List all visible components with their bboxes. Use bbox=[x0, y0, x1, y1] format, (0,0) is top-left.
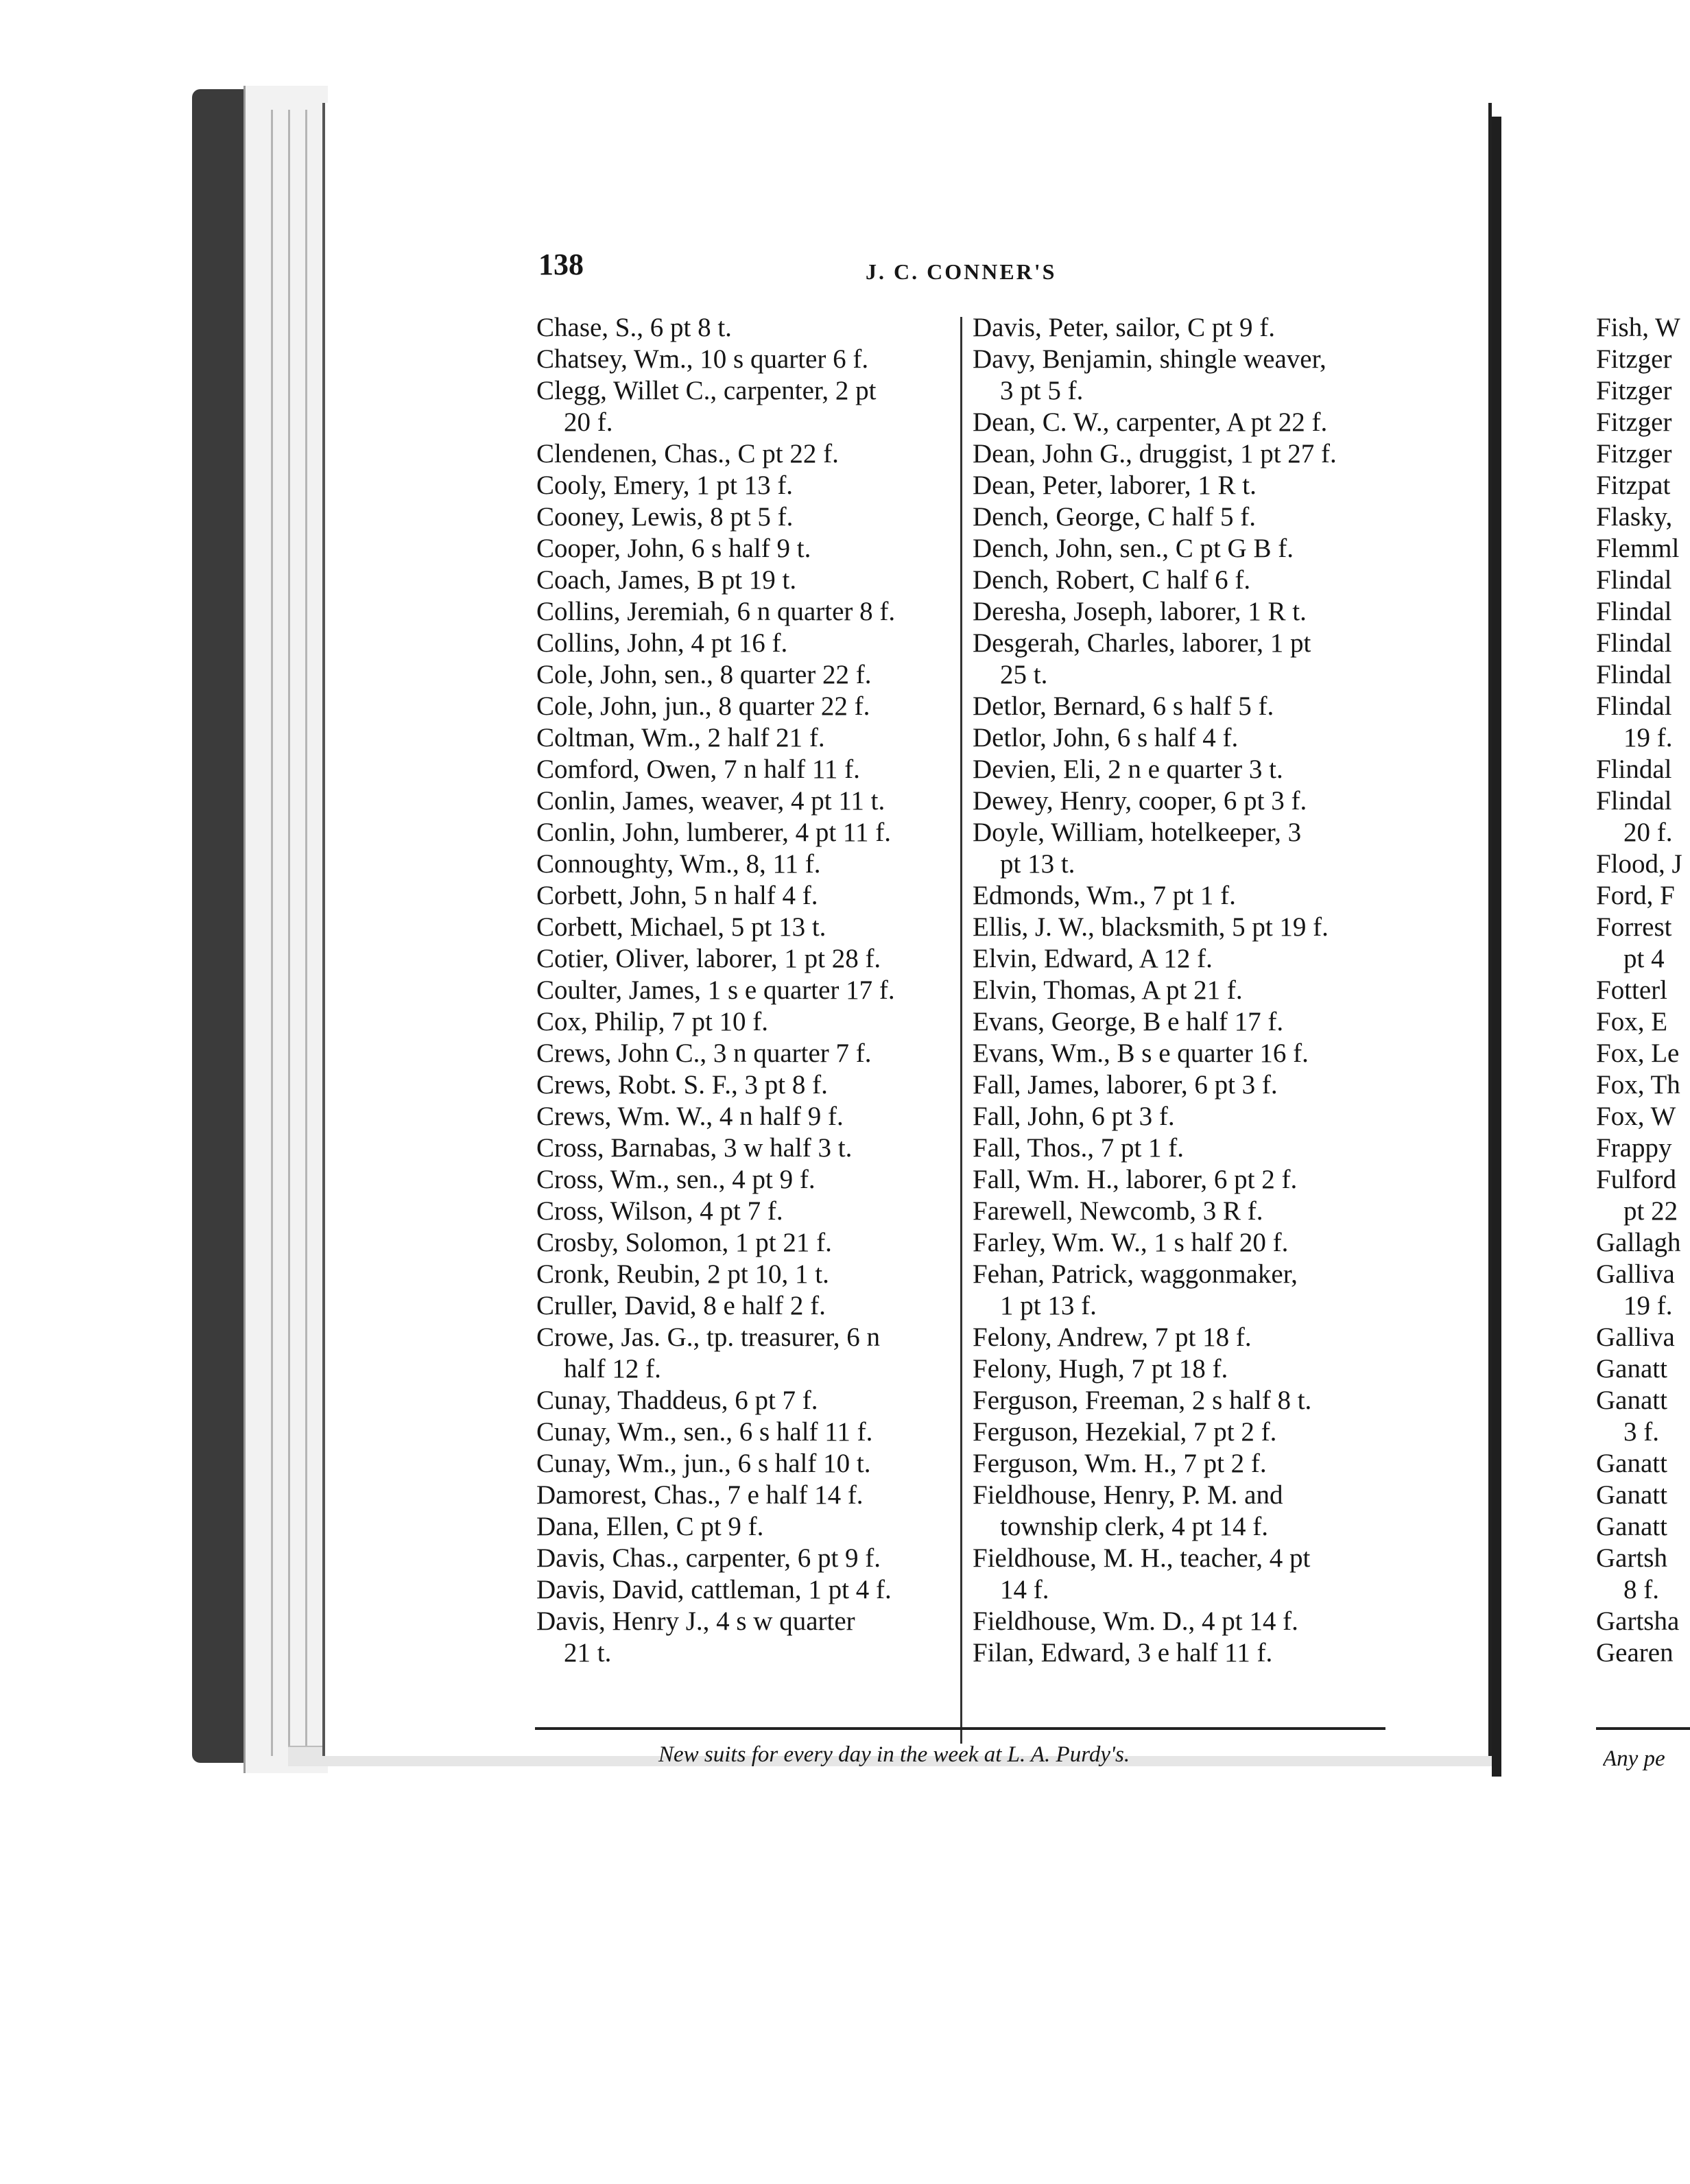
directory-entry: Detlor, Bernard, 6 s half 5 f. bbox=[973, 691, 1274, 721]
facing-entry: Flindal bbox=[1596, 597, 1672, 626]
directory-entry: Evans, Wm., B s e quarter 16 f. bbox=[973, 1038, 1309, 1068]
directory-entry: Detlor, John, 6 s half 4 f. bbox=[973, 723, 1239, 752]
facing-entry: Ganatt bbox=[1596, 1480, 1667, 1510]
directory-entry: Davis, Peter, sailor, C pt 9 f. bbox=[973, 313, 1275, 342]
directory-entry: Ferguson, Hezekial, 7 pt 2 f. bbox=[973, 1417, 1277, 1447]
directory-entry: Elvin, Edward, A 12 f. bbox=[973, 944, 1213, 973]
directory-entry: Crowe, Jas. G., tp. treasurer, 6 n half 12 f. bbox=[536, 1322, 880, 1384]
facing-entry: Fitzger bbox=[1596, 439, 1672, 468]
page-edge-line bbox=[305, 110, 307, 1756]
directory-entry: Cunay, Wm., sen., 6 s half 11 f. bbox=[536, 1417, 873, 1447]
directory-entry: Dench, Robert, C half 6 f. bbox=[973, 565, 1251, 595]
directory-entry: Desgerah, Charles, laborer, 1 pt 25 t. bbox=[973, 628, 1311, 689]
directory-entry: Cooper, John, 6 s half 9 t. bbox=[536, 534, 811, 563]
right-column bbox=[973, 312, 1401, 1669]
directory-entry: Davy, Benjamin, shingle weaver, 3 pt 5 f. bbox=[973, 344, 1326, 405]
directory-entry: Coach, James, B pt 19 t. bbox=[536, 565, 797, 595]
facing-entry: Forrest bbox=[1596, 912, 1672, 942]
facing-entry: Fitzger bbox=[1596, 344, 1672, 374]
footer-advertisement: New suits for every day in the week at L. A. Purdy's. bbox=[658, 1742, 1130, 1767]
directory-entry: Filan, Edward, 3 e half 11 f. bbox=[973, 1638, 1273, 1667]
facing-entry: pt 4 bbox=[1623, 944, 1665, 973]
left-column bbox=[536, 312, 955, 1669]
directory-entry: Comford, Owen, 7 n half 11 f. bbox=[536, 755, 860, 784]
facing-entry: Fox, Th bbox=[1596, 1070, 1680, 1100]
directory-entry: Cruller, David, 8 e half 2 f. bbox=[536, 1291, 826, 1320]
directory-entry: Chase, S., 6 pt 8 t. bbox=[536, 313, 732, 342]
running-head: J. C. CONNER'S bbox=[866, 259, 1057, 284]
facing-entry: Flindal bbox=[1596, 755, 1672, 784]
facing-entry: pt 22 bbox=[1623, 1196, 1678, 1226]
directory-entry: Corbett, Michael, 5 pt 13 t. bbox=[536, 912, 826, 942]
directory-entry: Davis, Henry J., 4 s w quarter 21 t. bbox=[536, 1606, 855, 1667]
directory-entry: Fehan, Patrick, waggonmaker, 1 pt 13 f. bbox=[973, 1259, 1298, 1320]
directory-entry: Cole, John, jun., 8 quarter 22 f. bbox=[536, 691, 870, 721]
directory-entry: Elvin, Thomas, A pt 21 f. bbox=[973, 975, 1243, 1005]
directory-entry: Devien, Eli, 2 n e quarter 3 t. bbox=[973, 755, 1283, 784]
facing-entry: Gartsh bbox=[1596, 1543, 1667, 1573]
directory-entry: Crews, John C., 3 n quarter 7 f. bbox=[536, 1038, 872, 1068]
directory-entry: Collins, John, 4 pt 16 f. bbox=[536, 628, 788, 658]
footer-rule bbox=[535, 1727, 1385, 1730]
directory-entry: Connoughty, Wm., 8, 11 f. bbox=[536, 849, 821, 879]
directory-entry: Fall, Wm. H., laborer, 6 pt 2 f. bbox=[973, 1165, 1298, 1194]
directory-entry: Fieldhouse, Wm. D., 4 pt 14 f. bbox=[973, 1606, 1298, 1636]
directory-entry: Ferguson, Wm. H., 7 pt 2 f. bbox=[973, 1449, 1267, 1478]
facing-entry: 19 f. bbox=[1623, 1291, 1673, 1320]
directory-entry: Fieldhouse, M. H., teacher, 4 pt 14 f. bbox=[973, 1543, 1311, 1604]
facing-entry: Ganatt bbox=[1596, 1354, 1667, 1384]
directory-entry: Cole, John, sen., 8 quarter 22 f. bbox=[536, 660, 872, 689]
directory-entry: Clegg, Willet C., carpenter, 2 pt 20 f. bbox=[536, 376, 877, 437]
directory-entry: Dean, Peter, laborer, 1 R t. bbox=[973, 471, 1257, 500]
facing-entry: Gearen bbox=[1596, 1638, 1674, 1667]
facing-entry: Ford, F bbox=[1596, 881, 1675, 910]
facing-entry: Flasky, bbox=[1596, 502, 1673, 532]
facing-entry: Galliva bbox=[1596, 1259, 1675, 1289]
facing-entry: Fox, E bbox=[1596, 1007, 1668, 1036]
directory-entry: Dench, John, sen., C pt G B f. bbox=[973, 534, 1294, 563]
directory-entry: Farley, Wm. W., 1 s half 20 f. bbox=[973, 1228, 1289, 1257]
facing-entry: Fox, Le bbox=[1596, 1038, 1680, 1068]
facing-entry: Gartsha bbox=[1596, 1606, 1680, 1636]
facing-entry: 20 f. bbox=[1623, 818, 1673, 847]
directory-entry: Crews, Wm. W., 4 n half 9 f. bbox=[536, 1102, 844, 1131]
directory-entry: Felony, Andrew, 7 pt 18 f. bbox=[973, 1322, 1252, 1352]
facing-entry: Ganatt bbox=[1596, 1512, 1667, 1541]
directory-entry: Crews, Robt. S. F., 3 pt 8 f. bbox=[536, 1070, 828, 1100]
facing-entry: Fitzger bbox=[1596, 376, 1672, 405]
facing-entry: Flemml bbox=[1596, 534, 1680, 563]
facing-entry: Fulford bbox=[1596, 1165, 1676, 1194]
facing-footer-rule bbox=[1596, 1727, 1690, 1730]
directory-entry: Cooly, Emery, 1 pt 13 f. bbox=[536, 471, 794, 500]
facing-entry: 3 f. bbox=[1623, 1417, 1659, 1447]
facing-entry: 8 f. bbox=[1623, 1575, 1659, 1604]
facing-entry: Flindal bbox=[1596, 565, 1672, 595]
directory-entry: Cox, Philip, 7 pt 10 f. bbox=[536, 1007, 769, 1036]
directory-entry: Collins, Jeremiah, 6 n quarter 8 f. bbox=[536, 597, 896, 626]
directory-entry: Chatsey, Wm., 10 s quarter 6 f. bbox=[536, 344, 869, 374]
page-edge-line bbox=[271, 110, 273, 1756]
directory-entry: Dana, Ellen, C pt 9 f. bbox=[536, 1512, 764, 1541]
directory-entry: Cross, Wm., sen., 4 pt 9 f. bbox=[536, 1165, 816, 1194]
directory-entry: Davis, David, cattleman, 1 pt 4 f. bbox=[536, 1575, 892, 1604]
facing-entry: Fox, W bbox=[1596, 1102, 1676, 1131]
facing-entry: Flood, J bbox=[1596, 849, 1682, 879]
facing-entry: Flindal bbox=[1596, 628, 1672, 658]
directory-entry: Coulter, James, 1 s e quarter 17 f. bbox=[536, 975, 895, 1005]
facing-entry: 19 f. bbox=[1623, 723, 1673, 752]
facing-entry: Flindal bbox=[1596, 660, 1672, 689]
facing-entry: Fotterl bbox=[1596, 975, 1667, 1005]
facing-entry: Fitzger bbox=[1596, 407, 1672, 437]
directory-entry: Crosby, Solomon, 1 pt 21 f. bbox=[536, 1228, 832, 1257]
facing-entry: Fitzpat bbox=[1596, 471, 1671, 500]
facing-footer: Any pe bbox=[1603, 1746, 1665, 1771]
directory-entry: Ferguson, Freeman, 2 s half 8 t. bbox=[973, 1386, 1312, 1415]
directory-entry: Clendenen, Chas., C pt 22 f. bbox=[536, 439, 839, 468]
directory-entry: Corbett, John, 5 n half 4 f. bbox=[536, 881, 818, 910]
page-edge-line bbox=[288, 110, 290, 1756]
directory-entry: Cross, Barnabas, 3 w half 3 t. bbox=[536, 1133, 853, 1163]
directory-entry: Damorest, Chas., 7 e half 14 f. bbox=[536, 1480, 864, 1510]
directory-entry: Dewey, Henry, cooper, 6 pt 3 f. bbox=[973, 786, 1307, 816]
facing-entry: Ganatt bbox=[1596, 1449, 1667, 1478]
directory-entry: Coltman, Wm., 2 half 21 f. bbox=[536, 723, 825, 752]
directory-entry: Fall, James, laborer, 6 pt 3 f. bbox=[973, 1070, 1278, 1100]
directory-entry: Evans, George, B e half 17 f. bbox=[973, 1007, 1284, 1036]
directory-entry: Fall, John, 6 pt 3 f. bbox=[973, 1102, 1175, 1131]
facing-entry: Fish, W bbox=[1596, 313, 1680, 342]
facing-entry: Frappy bbox=[1596, 1133, 1672, 1163]
directory-entry: Felony, Hugh, 7 pt 18 f. bbox=[973, 1354, 1228, 1384]
directory-entry: Cross, Wilson, 4 pt 7 f. bbox=[536, 1196, 783, 1226]
directory-entry: Farewell, Newcomb, 3 R f. bbox=[973, 1196, 1263, 1226]
directory-entry: Dean, John G., druggist, 1 pt 27 f. bbox=[973, 439, 1337, 468]
facing-entry: Flindal bbox=[1596, 691, 1672, 721]
directory-entry: Conlin, James, weaver, 4 pt 11 t. bbox=[536, 786, 885, 816]
directory-entry: Dench, George, C half 5 f. bbox=[973, 502, 1256, 532]
facing-entry: Flindal bbox=[1596, 786, 1672, 816]
page-number: 138 bbox=[538, 248, 584, 281]
book-gutter bbox=[1492, 117, 1501, 1777]
directory-entry: Cronk, Reubin, 2 pt 10, 1 t. bbox=[536, 1259, 829, 1289]
facing-entry: Ganatt bbox=[1596, 1386, 1667, 1415]
directory-entry: Cunay, Wm., jun., 6 s half 10 t. bbox=[536, 1449, 871, 1478]
facing-entry: Gallagh bbox=[1596, 1228, 1681, 1257]
directory-entry: Dean, C. W., carpenter, A pt 22 f. bbox=[973, 407, 1328, 437]
directory-entry: Cotier, Oliver, laborer, 1 pt 28 f. bbox=[536, 944, 881, 973]
directory-entry: Deresha, Joseph, laborer, 1 R t. bbox=[973, 597, 1307, 626]
directory-entry: Fall, Thos., 7 pt 1 f. bbox=[973, 1133, 1185, 1163]
directory-entry: Conlin, John, lumberer, 4 pt 11 f. bbox=[536, 818, 891, 847]
directory-entry: Cunay, Thaddeus, 6 pt 7 f. bbox=[536, 1386, 818, 1415]
directory-entry: Cooney, Lewis, 8 pt 5 f. bbox=[536, 502, 794, 532]
page-stack-edge bbox=[243, 86, 328, 1773]
directory-entry: Doyle, William, hotelkeeper, 3 pt 13 t. bbox=[973, 818, 1302, 879]
column-divider bbox=[960, 317, 962, 1744]
facing-entry: Galliva bbox=[1596, 1322, 1675, 1352]
directory-entry: Ellis, J. W., blacksmith, 5 pt 19 f. bbox=[973, 912, 1329, 942]
directory-entry: Davis, Chas., carpenter, 6 pt 9 f. bbox=[536, 1543, 881, 1573]
directory-entry: Edmonds, Wm., 7 pt 1 f. bbox=[973, 881, 1236, 910]
directory-entry: Fieldhouse, Henry, P. M. and township clerk, 4 pt 14 f. bbox=[973, 1480, 1283, 1541]
facing-page-column bbox=[1596, 312, 1690, 1669]
